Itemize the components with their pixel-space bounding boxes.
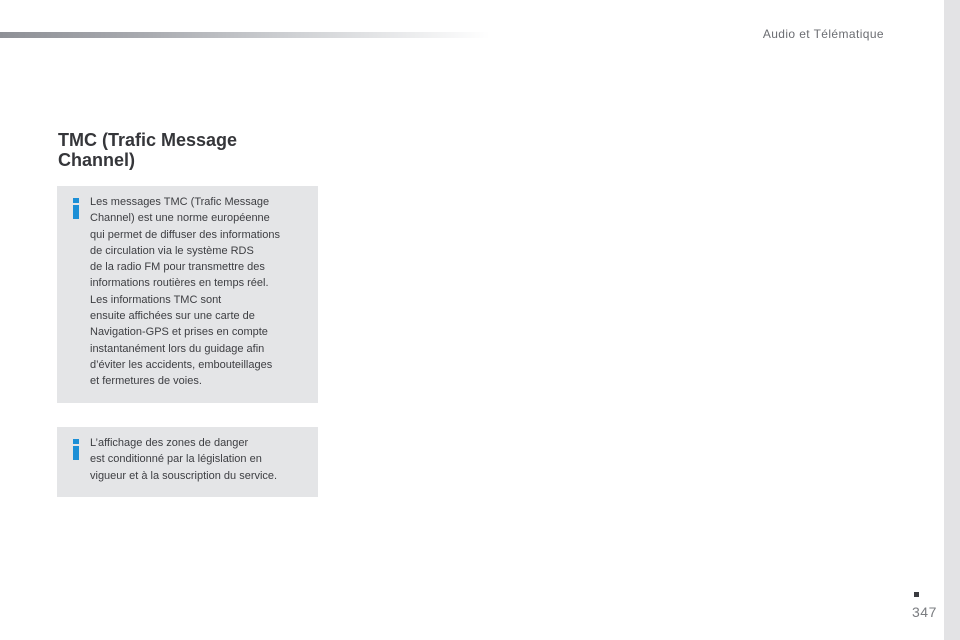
section-title: TMC (Trafic Message Channel) [58, 130, 238, 170]
info-text: Les messages TMC (Trafic Message Channel) est une norme européenne qui permet de diffuser des informations de circulation via le système RDS de la radio FM pour transmettre des informations routières en temps réel. Les informations TMC sont ensuite affichées sur une carte de Navigation-GPS et prises en compte instantanément lors du guidage afin d’éviter les accidents, embouteillages et fermetures de voies. [90, 196, 280, 388]
info-icon [73, 439, 79, 460]
page-marker-square [914, 592, 919, 597]
page-number: 347 [912, 604, 937, 620]
info-text: L’affichage des zones de danger est conditionné par la législation en vigueur et à la souscription du service. [90, 437, 278, 482]
info-icon [73, 198, 79, 219]
info-box-tmc [57, 186, 318, 403]
chapter-title: Audio et Télématique [762, 27, 884, 41]
page-edge-strip [944, 0, 960, 640]
info-box-danger-zones [57, 427, 318, 497]
header-decorative-bar [0, 32, 490, 38]
